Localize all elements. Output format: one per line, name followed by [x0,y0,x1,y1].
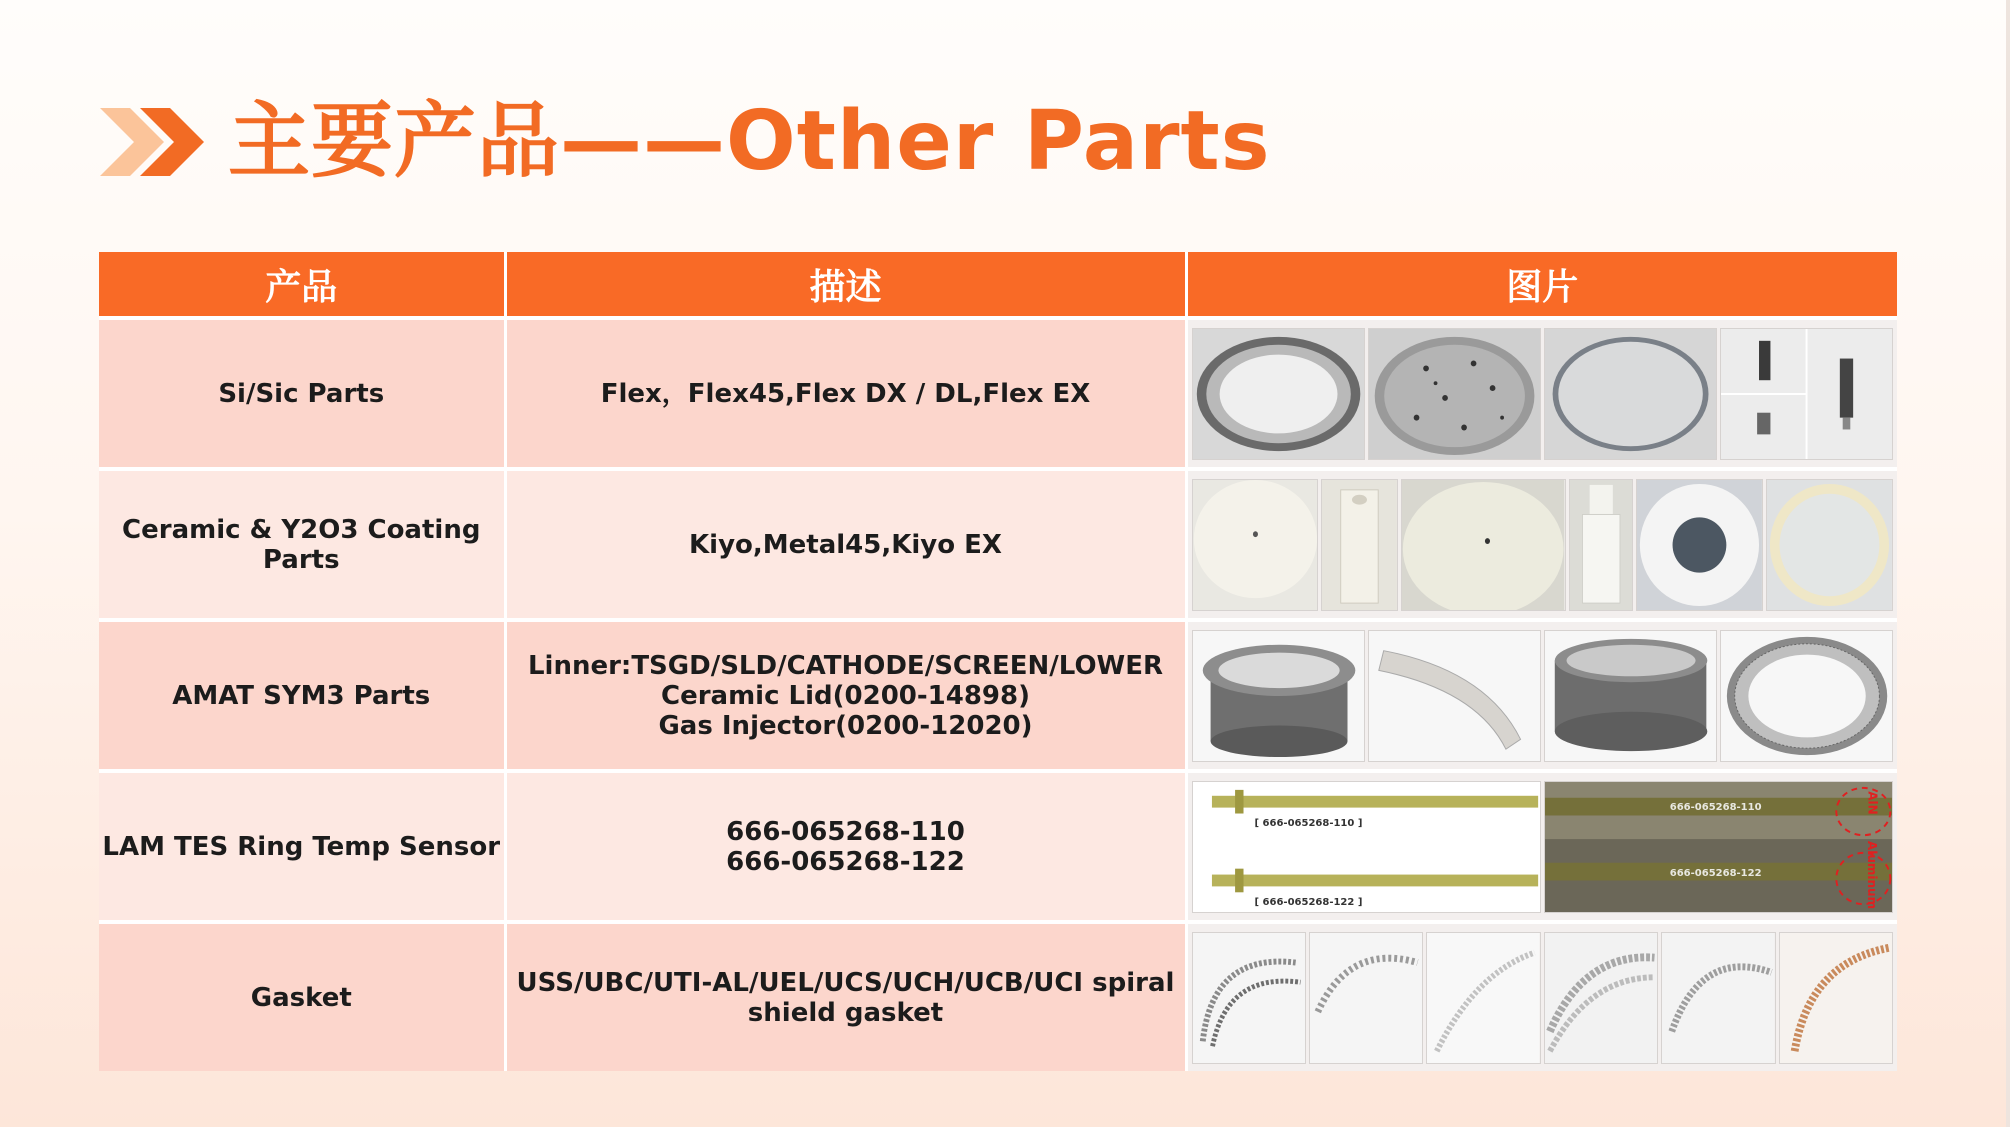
description-line: Ceramic Lid(0200-14898) [660,680,1030,711]
description-line: Flex，Flex45,Flex DX / DL,Flex EX [600,378,1091,409]
image-cell [1186,318,1897,469]
sensor-label-122: [ 666-065268-122 ] [1254,896,1363,908]
description-cell [505,318,1186,469]
table-row [99,469,1897,620]
table-row [99,620,1897,771]
description-line: 666-065268-122 [726,846,965,877]
image-cell [1186,469,1897,620]
gasket-photo-5 [1661,932,1775,1064]
aluminum-label: Aluminum [1864,840,1879,909]
image-cell [1186,771,1897,922]
header-product: 产品 [99,252,505,318]
sensor-label-110: [ 666-065268-110 ] [1254,817,1363,829]
sensor-rods-photo [1544,781,1893,913]
image-cell [1186,922,1897,1071]
showerhead-electrode-photo [1368,328,1541,460]
gasket-photo-3 [1426,932,1540,1064]
slide-edge [2006,0,2010,1127]
image-cell [1186,620,1897,771]
parts-table [99,252,1897,1071]
ceramic-ring-photo [1636,479,1763,611]
aln-label: AlN [1865,790,1880,815]
thin-ring-photo [1544,328,1717,460]
curved-shield-photo [1368,630,1541,762]
ceramic-injector-photo [1569,479,1633,611]
gasket-photo-2 [1309,932,1423,1064]
gasket-photo-4 [1544,932,1658,1064]
ceramic-plate-photo [1401,479,1565,611]
header-description: 描述 [505,252,1186,318]
title-row [100,92,1271,192]
description-cell [505,620,1186,771]
coated-ring-photo [1766,479,1893,611]
sensor-rod-label-122: 666-065268-122 [1669,867,1762,879]
sensor-drawing-photo [1192,781,1541,913]
silicon-ring-photo [1192,328,1365,460]
gasket-photo-1 [1192,932,1306,1064]
screen-ring-photo [1720,630,1893,762]
product-cell: Ceramic & Y2O3 Coating Parts [99,469,505,620]
lower-liner-photo [1544,630,1717,762]
product-cell: AMAT SYM3 Parts [99,620,505,771]
product-cell: Si/Sic Parts [99,318,505,469]
sensor-rod-label-110: 666-065268-110 [1669,801,1762,813]
product-cell: LAM TES Ring Temp Sensor [99,771,505,922]
gasket-photo-6 [1779,932,1893,1064]
ceramic-disk-photo [1192,479,1319,611]
table-row [99,318,1897,469]
pin-parts-photo [1720,328,1893,460]
page-title: 主要产品——Other Parts [228,94,1271,189]
double-chevron-icon [100,102,210,182]
table-row [99,771,1897,922]
header-image: 图片 [1186,252,1897,318]
description-line: Kiyo,Metal45,Kiyo EX [689,529,1002,560]
description-cell [505,771,1186,922]
liner-photo [1192,630,1365,762]
table-header-row [99,252,1897,318]
description-cell [505,922,1186,1071]
description-line: shield gasket [747,997,944,1028]
description-line: 666-065268-110 [726,816,965,847]
description-cell [505,469,1186,620]
ceramic-tube-photo [1321,479,1398,611]
description-line: USS/UBC/UTI-AL/UEL/UCS/UCH/UCB/UCI spiral [516,967,1175,998]
description-line: Linner:TSGD/SLD/CATHODE/SCREEN/LOWER [527,650,1164,681]
table-row [99,922,1897,1071]
description-line: Gas Injector(0200-12020) [658,710,1033,741]
product-cell: Gasket [99,922,505,1071]
